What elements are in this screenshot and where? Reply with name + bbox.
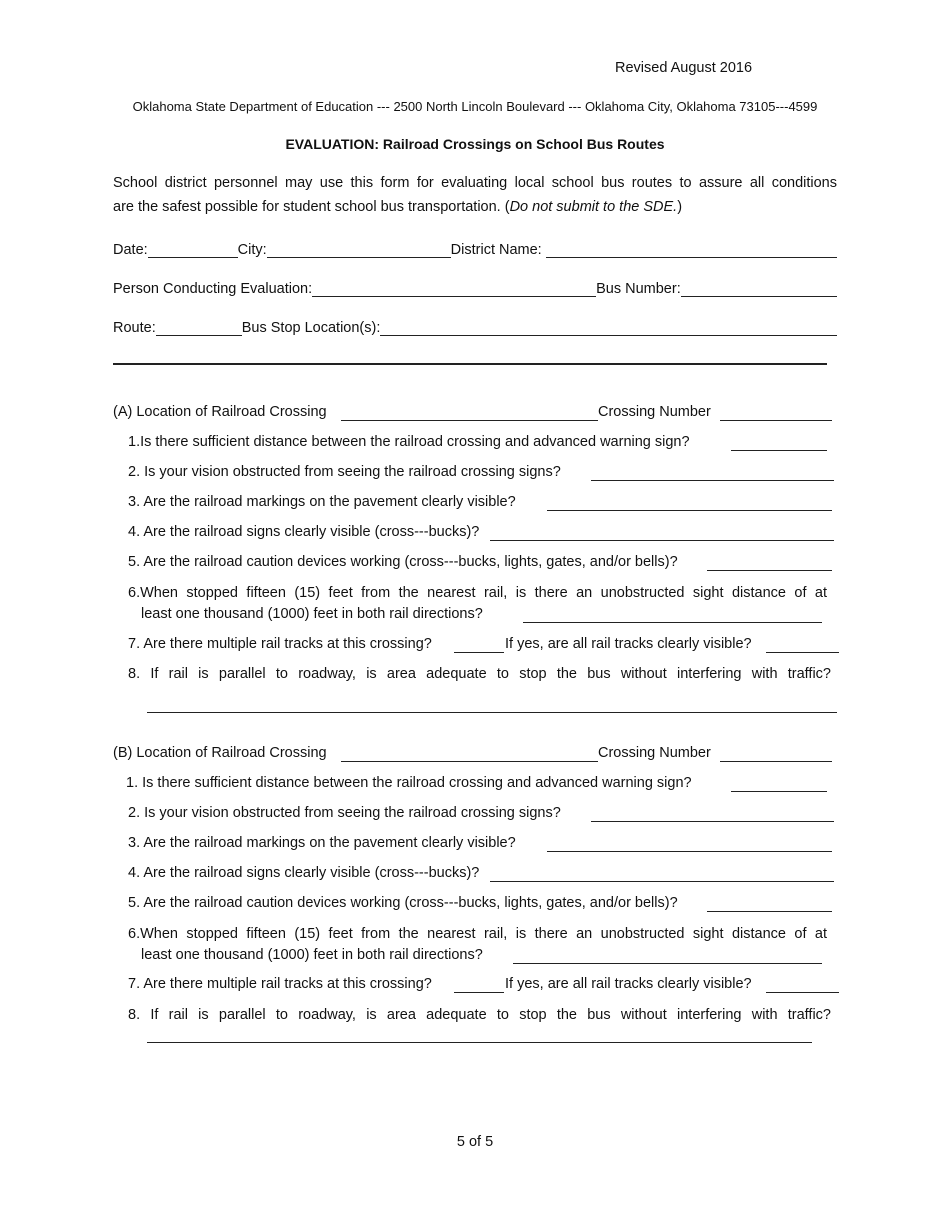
- section-b-q4: 4. Are the railroad signs clearly visible (cross---bucks)?: [128, 865, 480, 881]
- city-label: City:: [237, 242, 267, 258]
- page-number: 5 of 5: [456, 1134, 494, 1150]
- bus-stop-label: Bus Stop Location(s):: [241, 320, 381, 336]
- section-b-q7-answer[interactable]: [454, 991, 504, 993]
- person-input[interactable]: [312, 281, 596, 297]
- section-b-crossing-number-input[interactable]: [720, 760, 832, 762]
- intro-line-1: School district personnel may use this form for evaluating local school bus routes to assure all conditions: [113, 175, 837, 191]
- header-fields-row-3: [113, 320, 837, 336]
- section-a-q3: 3. Are the railroad markings on the pavement clearly visible?: [128, 494, 516, 510]
- section-b-crossing-number-label: Crossing Number: [598, 745, 711, 761]
- section-b-q8-answer[interactable]: [147, 1041, 812, 1043]
- header-fields-row-1: [113, 242, 837, 258]
- bus-number-input[interactable]: [681, 281, 837, 297]
- section-b-q1: 1. Is there sufficient distance between the railroad crossing and advanced warning sign?: [126, 775, 692, 791]
- section-divider: [113, 362, 827, 365]
- intro-line-2-close: ): [677, 199, 683, 215]
- section-a-q2: 2. Is your vision obstructed from seeing the railroad crossing signs?: [128, 464, 561, 480]
- page-title: EVALUATION: Railroad Crossings on School Bus Routes: [285, 136, 665, 152]
- section-a-q7-followup: If yes, are all rail tracks clearly visible?: [505, 636, 752, 652]
- section-a-q2-answer[interactable]: [591, 479, 834, 481]
- bus-number-label: Bus Number:: [596, 281, 681, 297]
- section-a-crossing-number-label: Crossing Number: [598, 404, 711, 420]
- section-a-q7-answer[interactable]: [454, 651, 504, 653]
- date-input[interactable]: [148, 242, 238, 258]
- section-a-q4: 4. Are the railroad signs clearly visible (cross---bucks)?: [128, 524, 480, 540]
- agency-address: Oklahoma State Department of Education --- 2500 North Lincoln Boulevard --- Oklahoma City, Oklahoma 73105---4599: [132, 99, 818, 114]
- section-b-q2-answer[interactable]: [591, 820, 834, 822]
- section-a-q6-cont: least one thousand (1000) feet in both rail directions?: [141, 606, 483, 622]
- header-fields-row-2: [113, 281, 837, 297]
- section-a-q7-followup-answer[interactable]: [766, 651, 839, 653]
- section-b-q7-followup: If yes, are all rail tracks clearly visible?: [505, 976, 752, 992]
- section-a-q1-answer[interactable]: [731, 449, 827, 451]
- section-a-q5: 5. Are the railroad caution devices working (cross---bucks, lights, gates, and/or bells)?: [128, 554, 678, 570]
- district-label: District Name:: [450, 242, 542, 258]
- section-a-q8-answer[interactable]: [147, 711, 837, 713]
- intro-note-italic: Do not submit to the SDE.: [509, 199, 678, 215]
- section-a-q5-answer[interactable]: [707, 569, 832, 571]
- section-a-crossing-number-input[interactable]: [720, 419, 832, 421]
- section-b-q3: 3. Are the railroad markings on the pavement clearly visible?: [128, 835, 516, 851]
- section-b-q1-answer[interactable]: [731, 790, 827, 792]
- section-a-q1: 1.Is there sufficient distance between the railroad crossing and advanced warning sign?: [128, 434, 690, 450]
- section-b-q6-answer[interactable]: [513, 962, 822, 964]
- revised-date: Revised August 2016: [615, 60, 753, 76]
- section-a-q7: 7. Are there multiple rail tracks at this crossing?: [128, 636, 432, 652]
- section-b-q2: 2. Is your vision obstructed from seeing the railroad crossing signs?: [128, 805, 561, 821]
- intro-line-2: [113, 199, 682, 215]
- section-b-q5: 5. Are the railroad caution devices working (cross---bucks, lights, gates, and/or bells)?: [128, 895, 678, 911]
- city-input[interactable]: [267, 242, 451, 258]
- section-a-q4-answer[interactable]: [490, 539, 834, 541]
- date-label: Date:: [113, 242, 148, 258]
- section-b-q8: 8. If rail is parallel to roadway, is area adequate to stop the bus without interfering with traffic?: [128, 1007, 831, 1023]
- route-label: Route:: [113, 320, 156, 336]
- section-a-q3-answer[interactable]: [547, 509, 832, 511]
- district-input[interactable]: [546, 242, 837, 258]
- section-b-q7: 7. Are there multiple rail tracks at this crossing?: [128, 976, 432, 992]
- section-a-location-input[interactable]: [341, 419, 598, 421]
- section-b-location-input[interactable]: [341, 760, 598, 762]
- section-b-q3-answer[interactable]: [547, 850, 832, 852]
- section-b-location-label: (B) Location of Railroad Crossing: [113, 745, 327, 761]
- section-b-q6-cont: least one thousand (1000) feet in both rail directions?: [141, 947, 483, 963]
- section-b-q6: 6.When stopped fifteen (15) feet from the nearest rail, is there an unobstructed sight distance of at: [128, 926, 827, 942]
- intro-line-2-text: are the safest possible for student school bus transportation. (: [113, 199, 510, 215]
- section-a-q6-answer[interactable]: [523, 621, 822, 623]
- section-a-location-label: (A) Location of Railroad Crossing: [113, 404, 327, 420]
- section-b-q7-followup-answer[interactable]: [766, 991, 839, 993]
- section-b-q4-answer[interactable]: [490, 880, 834, 882]
- section-b-q5-answer[interactable]: [707, 910, 832, 912]
- section-a-q6: 6.When stopped fifteen (15) feet from the nearest rail, is there an unobstructed sight distance of at: [128, 585, 827, 601]
- person-label: Person Conducting Evaluation:: [113, 281, 313, 297]
- route-input[interactable]: [156, 320, 242, 336]
- section-a-q8: 8. If rail is parallel to roadway, is area adequate to stop the bus without interfering with traffic?: [128, 666, 831, 682]
- bus-stop-input[interactable]: [380, 320, 837, 336]
